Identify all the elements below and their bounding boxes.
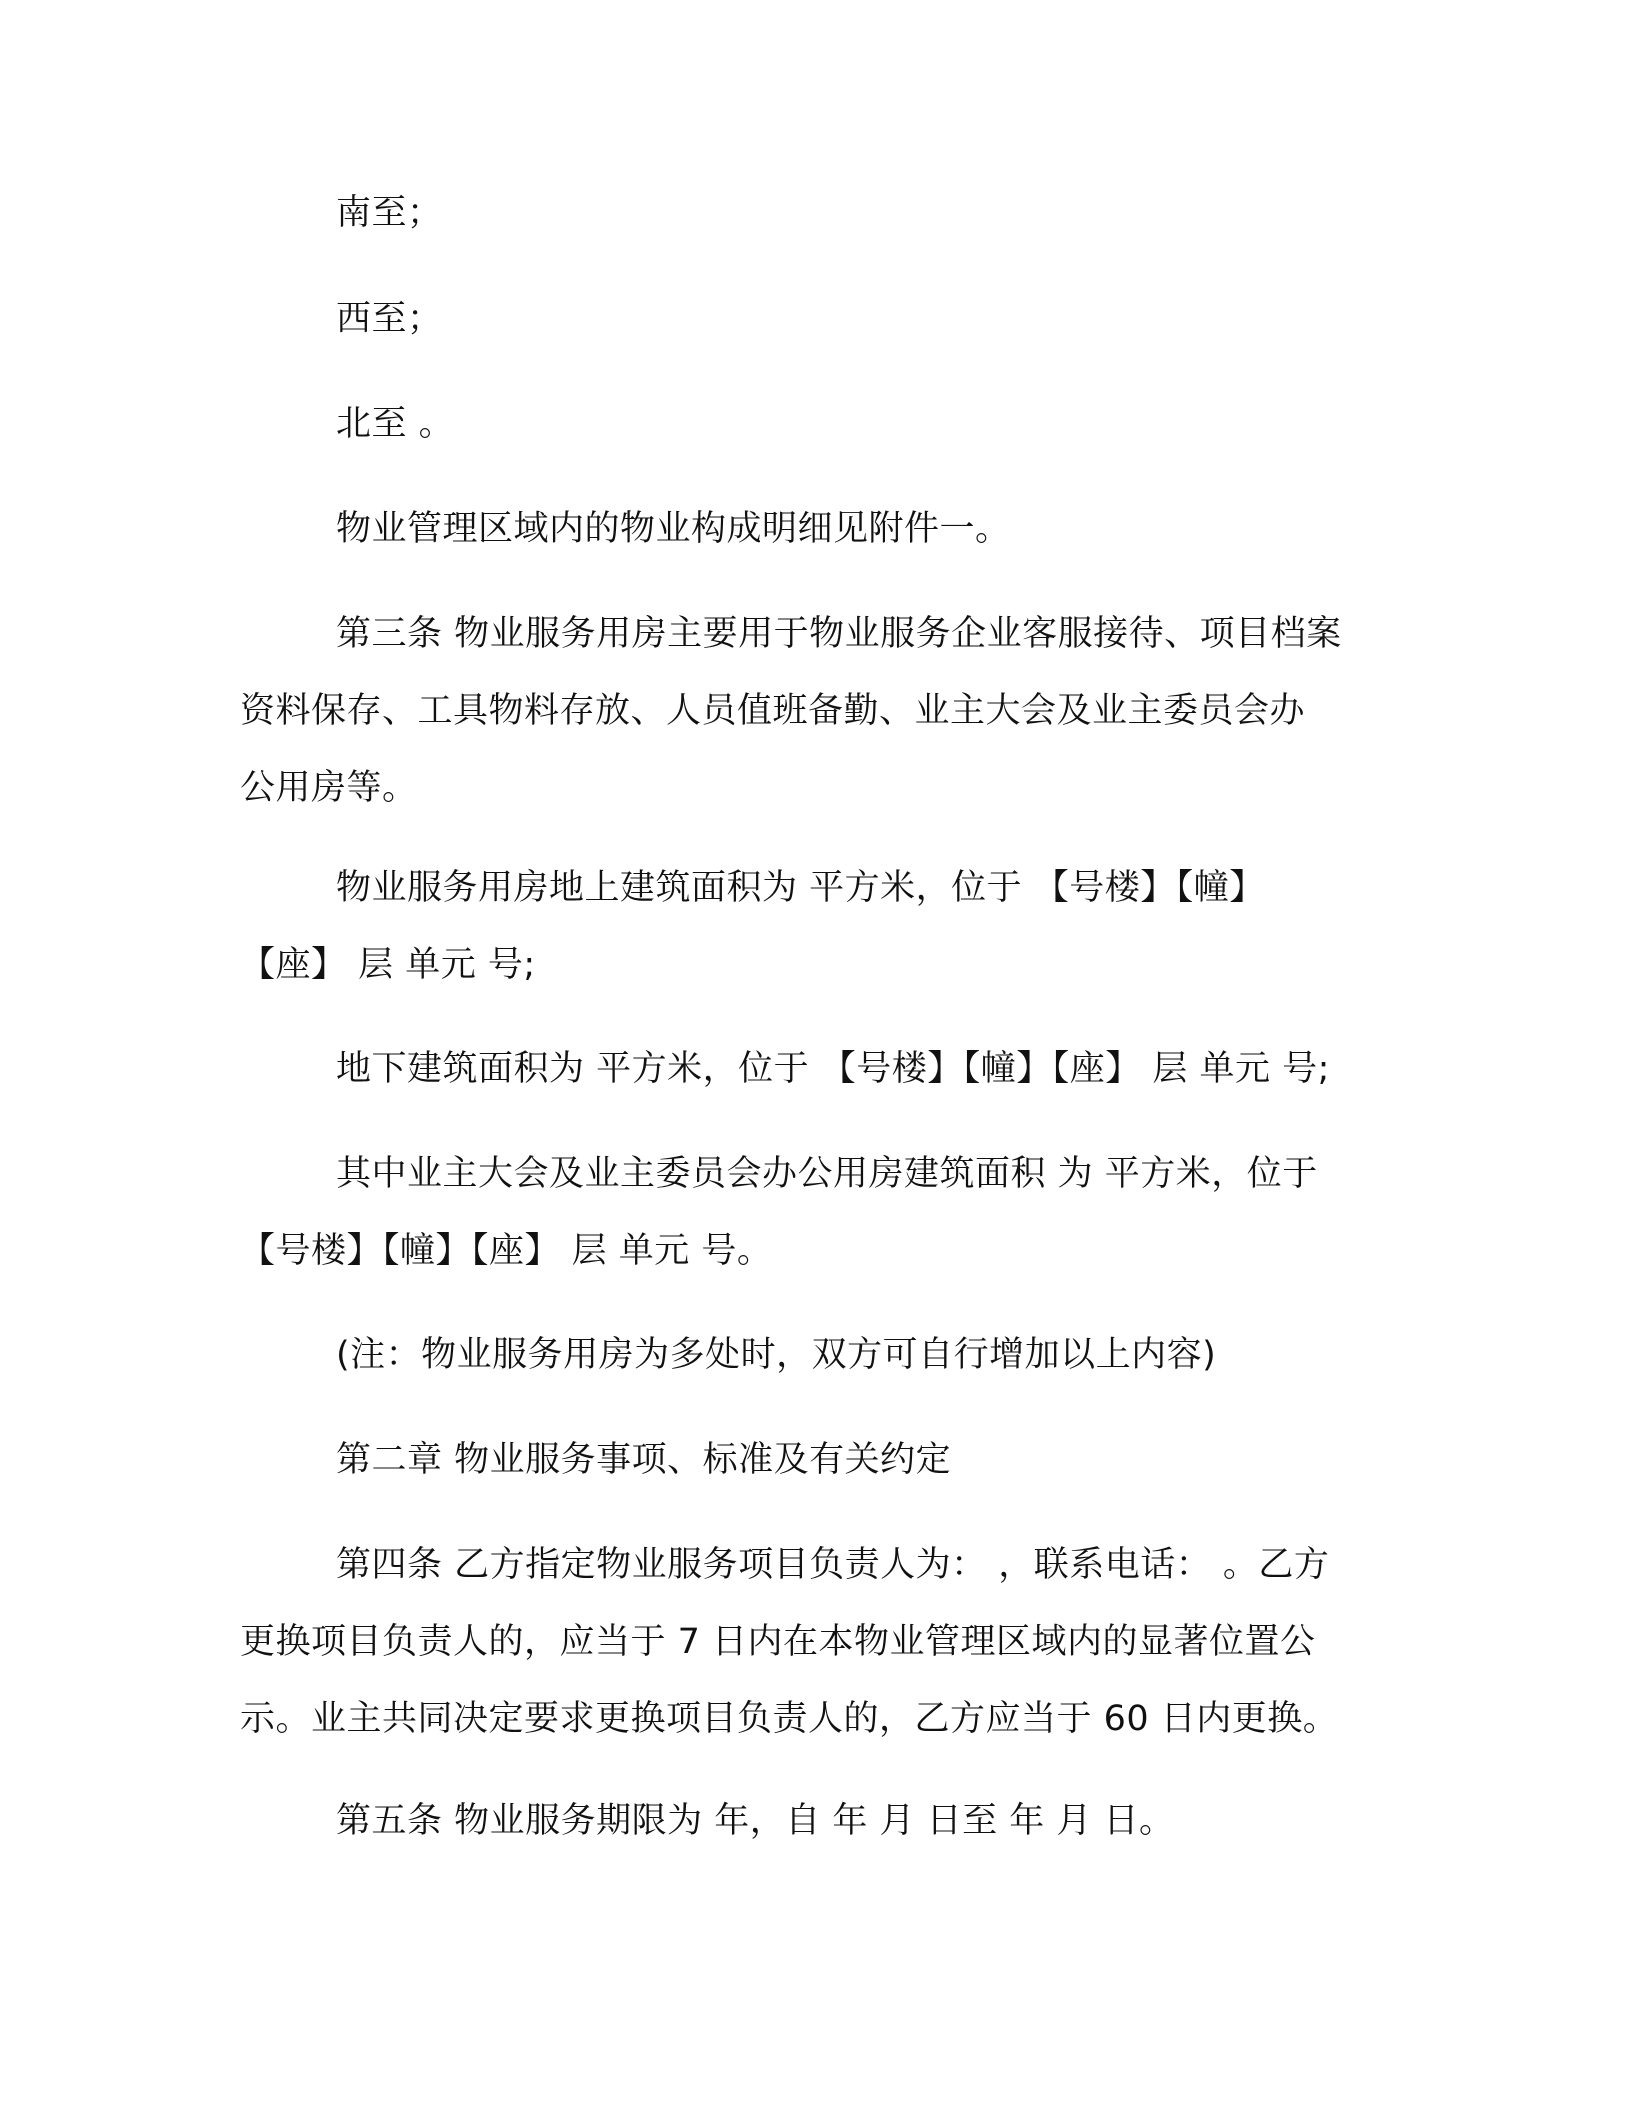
text-line: 地下建筑面积为 平方米，位于 【号楼】【幢】【座】 层 单元 号; (336, 1049, 1330, 1089)
text-line: 西至； (336, 299, 443, 339)
text-line: 第二章 物业服务事项、标准及有关约定 (336, 1440, 952, 1480)
paragraph-article-5 (240, 1783, 1400, 1860)
text-line: 第四条 乙方指定物业服务项目负责人为： ，联系电话： 。乙方 (336, 1545, 1330, 1585)
paragraph-composition (240, 491, 1400, 568)
text-line: 【座】 层 单元 号; (240, 945, 536, 985)
text-line: (注：物业服务用房为多处时，双方可自行增加以上内容) (336, 1335, 1217, 1375)
paragraph-article-3 (240, 596, 1400, 827)
text-line: 第五条 物业服务期限为 年，自 年 月 日至 年 月 日。 (336, 1801, 1175, 1841)
paragraph-note (240, 1317, 1400, 1394)
paragraph-north (240, 386, 1400, 463)
text-line: 第三条 物业服务用房主要用于物业服务企业客服接待、项目档案 (336, 614, 1342, 654)
paragraph-south (240, 175, 1400, 252)
text-line: 南至； (336, 193, 443, 233)
text-line: 公用房等。 (240, 768, 418, 808)
paragraph-west (240, 281, 1400, 358)
paragraph-above-ground-area (240, 850, 1400, 1004)
text-line: 北至 。 (336, 404, 455, 444)
text-line: 物业管理区域内的物业构成明细见附件一。 (336, 509, 1011, 549)
text-line: 示。业主共同决定要求更换项目负责人的，乙方应当于 60 日内更换。 (240, 1699, 1339, 1739)
text-line: 更换项目负责人的，应当于 7 日内在本物业管理区域内的显著位置公 (240, 1622, 1316, 1662)
paragraph-article-4 (240, 1527, 1400, 1758)
chapter-2-heading (240, 1422, 1400, 1499)
text-line: 【号楼】【幢】【座】 层 单元 号。 (240, 1231, 773, 1271)
text-line: 物业服务用房地上建筑面积为 平方米，位于 【号楼】【幢】 (336, 868, 1265, 908)
paragraph-underground-area (240, 1031, 1400, 1108)
text-line: 其中业主大会及业主委员会办公用房建筑面积 为 平方米，位于 (336, 1154, 1318, 1194)
text-line: 资料保存、工具物料存放、人员值班备勤、业主大会及业主委员会办 (240, 691, 1306, 731)
paragraph-owners-office (240, 1136, 1400, 1290)
